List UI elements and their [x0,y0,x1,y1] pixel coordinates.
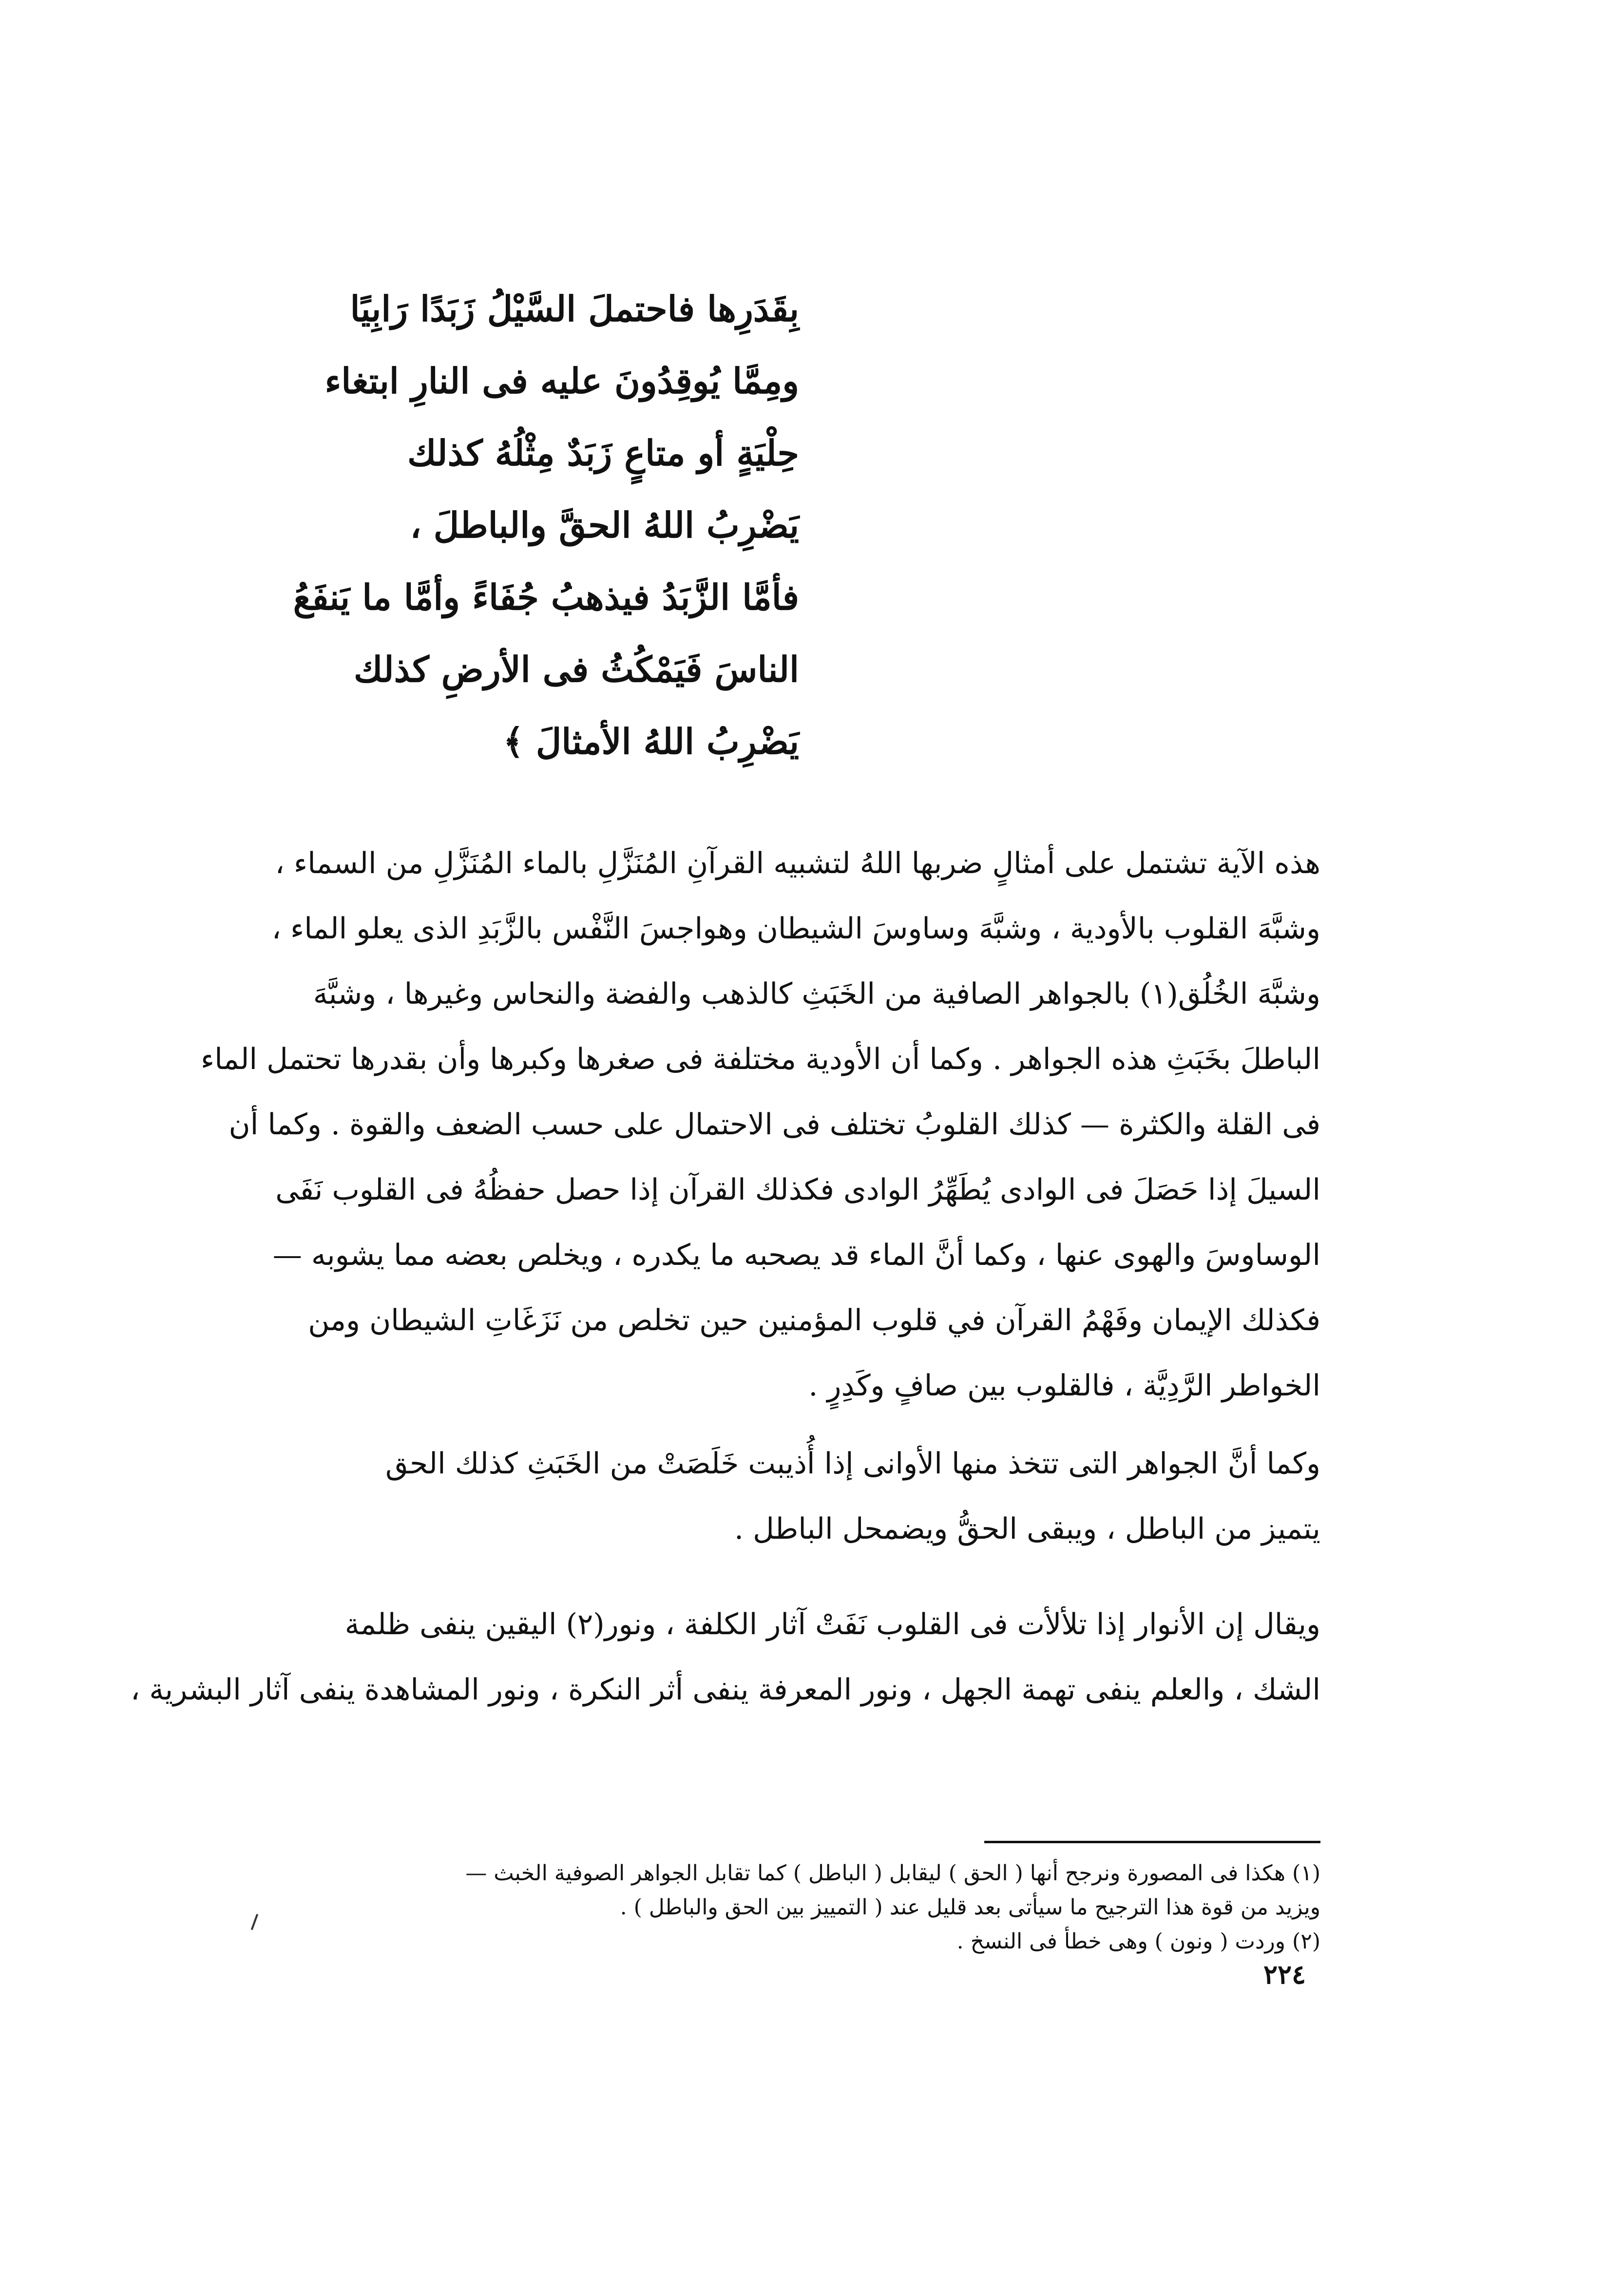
footnote-line: (١) هكذا فى المصورة ونرجح أنها ( الحق ) ليقابل ( الباطل ) كما تقابل الجواهر الصوفية الخبث — [465,1861,1320,1886]
text-line: فى القلة والكثرة — كذلك القلوبُ تختلف فى الاحتمال على حسب الضعف والقوة . وكما أن [229,1107,1320,1142]
text-line: وشبَّهَ الخُلُق(١) بالجواهر الصافية من الخَبَثِ كالذهب والفضة والنحاس وغيرها ، وشبَّهَ [313,977,1320,1011]
paragraph [200,831,1320,1418]
footnote-line: ويزيد من قوة هذا الترجيح ما سيأتى بعد قليل عند ( التمييز بين الحق والباطل ) . [620,1895,1320,1920]
quran-verse-block [263,273,799,778]
text-line: وشبَّهَ القلوب بالأودية ، وشبَّهَ وساوسَ الشيطان وهواجسَ النَّفْس بالزَّبَدِ الذى يعلو الماء ، [271,912,1320,946]
text-line: يتميز من الباطل ، ويبقى الحقُّ ويضمحل الباطل . [734,1512,1320,1546]
verse-line: الناسَ فَيَمْكُثُ فى الأرضِ كذلك [354,649,799,690]
text-line: هذه الآية تشتمل على أمثالٍ ضربها اللهُ لتشبيه القرآنِ المُنَزَّلِ بالماء المُنَزَّلِ من السماء ، [275,846,1320,880]
footnote-line: (٢) وردت ( ونون ) وهى خطأ فى النسخ . [956,1929,1320,1954]
paragraph [130,1592,1320,1722]
paragraph [287,1431,1320,1562]
verse-line: حِلْيَةٍ أو متاعٍ زَبَدٌ مِثْلُهُ كذلك [407,432,799,474]
text-line: السيلَ إذا حَصَلَ فى الوادى يُطَهِّرُ الوادى فكذلك القرآن إذا حصل حفظُهُ فى القلوب نَفَى [275,1173,1320,1207]
verse-line: فأمَّا الزَّبَدُ فيذهبُ جُفَاءً وأمَّا ما يَنفَعُ [293,576,799,618]
footnotes [317,1856,1320,1959]
text-line: الوساوسَ والهوى عنها ، وكما أنَّ الماء قد يصحبه ما يكدره ، ويخلص بعضه مما يشوبه — [272,1238,1320,1272]
text-line: الشك ، والعلم ينفى تهمة الجهل ، ونور المعرفة ينفى أثر النكرة ، ونور المشاهدة ينفى آثار البشرية ، [130,1673,1320,1707]
footnote-separator [984,1841,1320,1843]
commentary-body [130,831,1320,1722]
text-line: الباطلَ بخَبَثِ هذه الجواهر . وكما أن الأودية مختلفة فى صغرها وكبرها وأن بقدرها تحتمل الماء [200,1042,1320,1076]
text-line: وكما أنَّ الجواهر التى تتخذ منها الأوانى إذا أُذيبت خَلَصَتْ من الخَبَثِ كذلك الحق [385,1447,1320,1481]
text-line: الخواطر الرَّدِيَّة ، فالقلوب بين صافٍ وكَدِرٍ . [808,1369,1320,1403]
verse-line: يَضْرِبُ اللهُ الأمثالَ ﴾ [503,721,799,762]
verse-line: ومِمَّا يُوقِدُونَ عليه فى النارِ ابتغاء [325,360,799,401]
text-line: فكذلك الإيمان وفَهْمُ القرآن في قلوب المؤمنين حين تخلص من نَزَغَاتِ الشيطان ومن [308,1303,1320,1337]
verse-line: بِقَدَرِها فاحتملَ السَّيْلُ زَبَدًا رَابِيًا [350,288,799,329]
text-line: ويقال إن الأنوار إذا تلألأت فى القلوب نَفَتْ آثار الكلفة ، ونور(٢) اليقين ينفى ظلمة [344,1607,1320,1642]
page-number: ٢٢٤ [1263,1959,1306,1990]
verse-line: يَضْرِبُ اللهُ الحقَّ والباطلَ ، [410,504,799,546]
margin-mark [251,1914,265,1932]
